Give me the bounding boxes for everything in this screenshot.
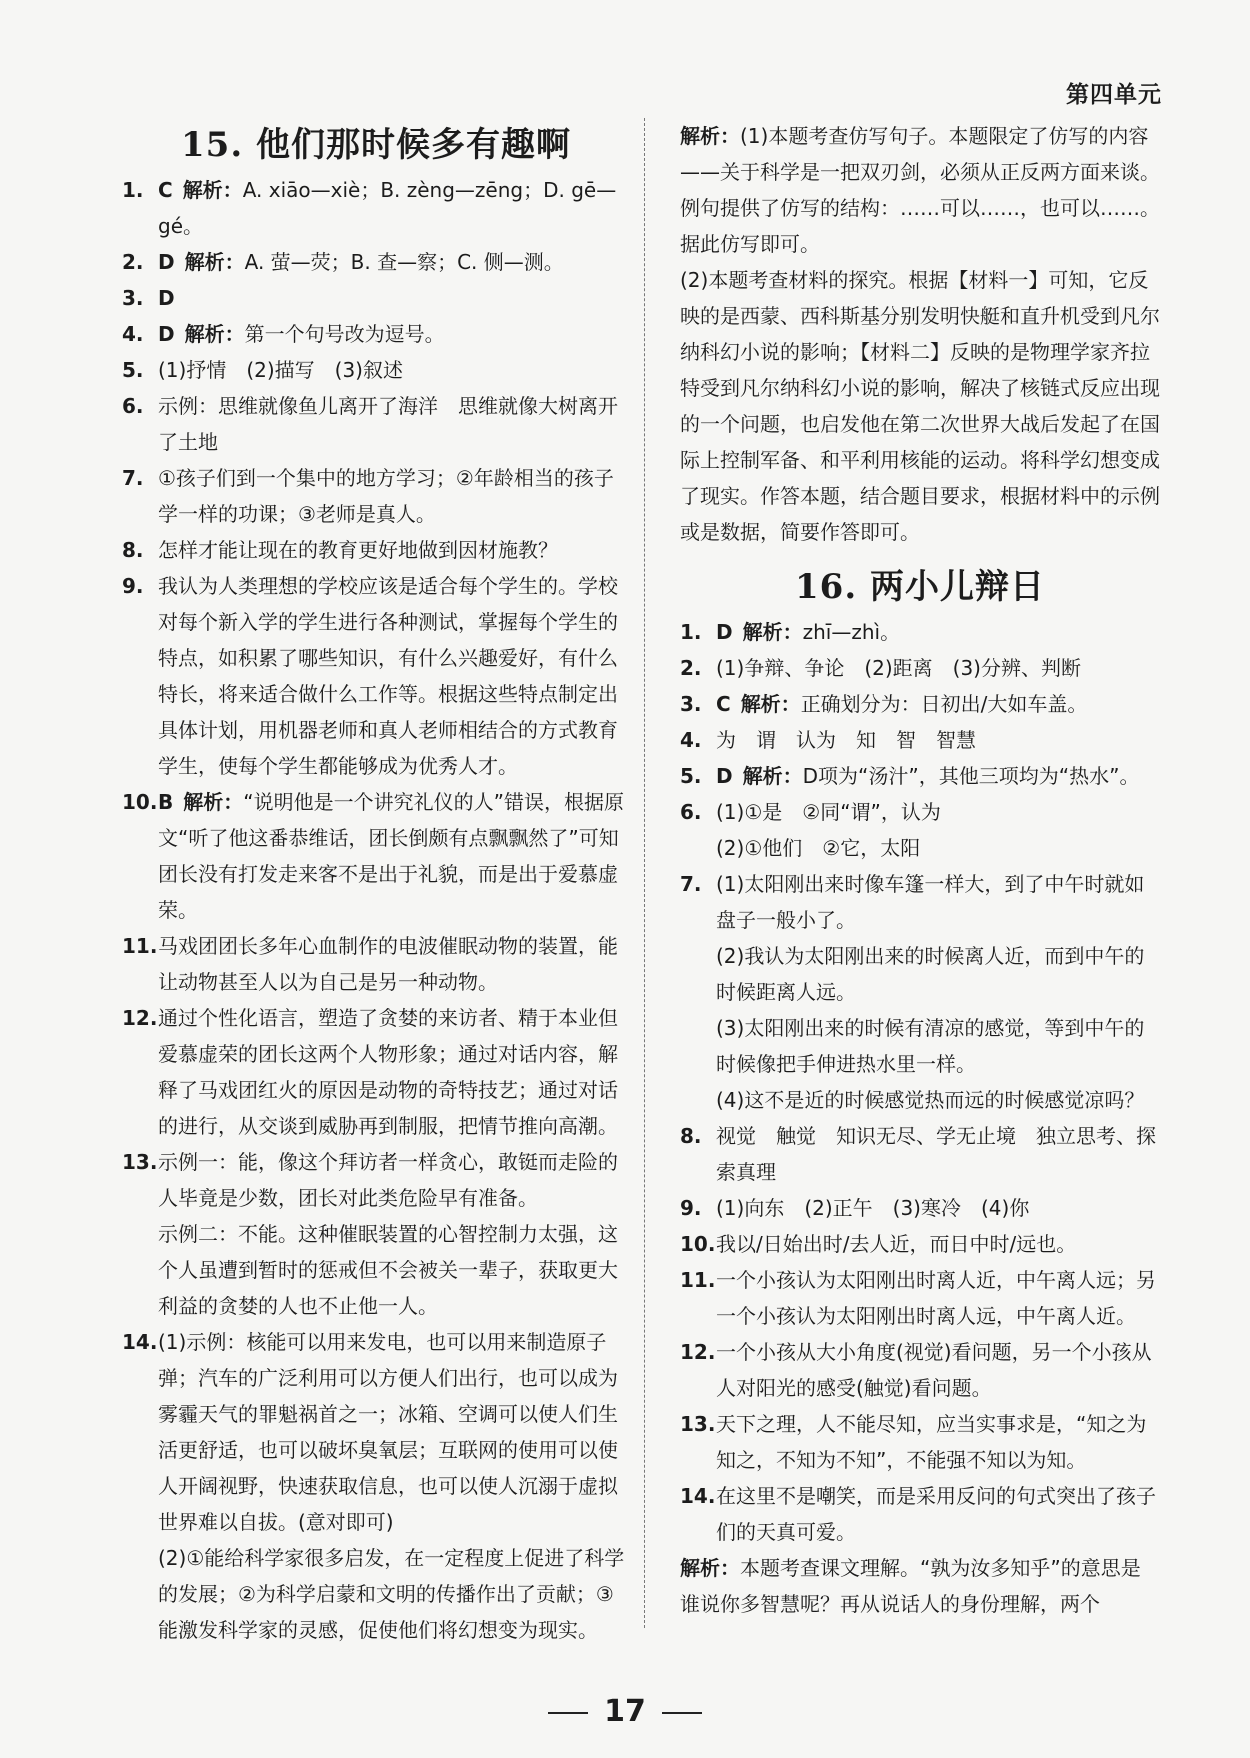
analysis-14-2: (2)本题考查材料的探究。根据【材料一】可知，它反映的是西蒙、西科斯基分别发明快艇和直升机受到凡尔纳科幻小说的影响；【材料二】反映的是物理学家齐拉特受到凡尔纳科幻小说的影响，解决了核链式反应出现的一个问题，也启发他在第二次世界大战后发起了在国际上控制军备、和平利用核能的运动。将科学幻想变成了现实。作答本题，结合题目要求，根据材料中的示例或是数据，简要作答即可。 [680,268,1160,544]
footer-dash-right [662,1712,702,1714]
answer-text: 示例：思维就像鱼儿离开了海洋 思维就像大树离开了土地 [158,394,618,454]
answer-item [122,388,630,460]
answer-7-part-2: (2)我认为太阳刚出来的时候离人近，而到中午的时候距离人远。 [716,944,1145,1004]
answer-number: 13. [680,1412,716,1436]
answer-text: 示例一：能，像这个拜访者一样贪心，敢铤而走险的人毕竟是少数，团长对此类危险早有准备。 [158,1150,618,1210]
page-footer [0,1694,1250,1729]
answer-text: 一个小孩从大小角度(视觉)看问题，另一个小孩从人对阳光的感受(触觉)看问题。 [716,1340,1152,1400]
answer-text: 怎样才能让现在的教育更好地做到因材施教？ [158,538,558,562]
final-analysis [680,1550,1160,1622]
answer-text: ①孩子们到一个集中的地方学习；②年龄相当的孩子学一样的功课；③老师是真人。 [158,466,614,526]
answer-number: 7. [122,466,144,490]
analysis-label: 解析： [740,692,801,716]
answer-number: 3. [122,286,144,310]
answer-number: 12. [122,1006,158,1030]
answer-number: 11. [122,934,158,958]
answer-number: 4. [122,322,144,346]
column-divider [644,118,645,1628]
lesson-16-title: 16. 两小儿辩日 [795,567,1045,607]
left-column [122,118,630,1648]
analysis-label: 解析： [742,764,803,788]
answer-number: 1. [122,178,144,202]
answer-choice: D [716,620,733,644]
answer-item [680,1226,1160,1262]
answer-item [680,1118,1160,1190]
answer-item [122,532,630,568]
answer-number: 7. [680,872,702,896]
answer-number: 5. [122,358,144,382]
lesson-16-answers [680,614,1160,794]
answer-text: (1)抒情 (2)描写 (3)叙述 [158,358,403,382]
answer-choice: C [716,692,731,716]
answer-number: 2. [680,656,702,680]
answer-text: 正确划分为：日初出/大如车盖。 [800,692,1088,716]
answer-number: 6. [122,394,144,418]
answer-choice: B [158,790,174,814]
answer-choice: C [158,178,173,202]
answer-text: zhī—zhì。 [802,620,901,644]
analysis-label: 解析： [184,250,245,274]
answer-item [680,722,1160,758]
answer-choice: D [158,250,175,274]
answer-item [122,244,630,280]
answer-number: 11. [680,1268,716,1292]
answer-number: 2. [122,250,144,274]
answer-number: 4. [680,728,702,752]
answer-choice: D [158,322,175,346]
answer-text: D项为“汤汁”，其他三项均为“热水”。 [802,764,1140,788]
answer-item [680,1262,1160,1334]
answer-number: 1. [680,620,702,644]
answer-text: 第一个句号改为逗号。 [244,322,445,346]
lesson-15-title: 15. 他们那时候多有趣啊 [181,125,571,165]
answer-item [122,172,630,244]
answer-6 [680,794,1160,830]
answer-number: 3. [680,692,702,716]
answer-number: 9. [680,1196,702,1220]
analysis-14-1-text: (1)本题考查仿写句子。本题限定了仿写的内容——关于科学是一把双刃剑，必须从正反两方面来谈。例句提供了仿写的结构：……可以……，也可以……。据此仿写即可。 [680,124,1160,256]
answer-number: 14. [122,1330,158,1354]
final-analysis-text: 本题考查课文理解。“孰为汝多知乎”的意思是谁说你多智慧呢？再从说话人的身份理解，两个 [680,1556,1141,1616]
analysis-label: 解析： [184,322,245,346]
answer-number: 5. [680,764,702,788]
answer-text: 一个小孩认为太阳刚出时离人近，中午离人远；另一个小孩认为太阳刚出时离人远，中午离人近。 [716,1268,1156,1328]
analysis-label: 解析： [680,124,740,148]
answer-item [122,1000,630,1144]
answer-6-part-1: (1)①是 ②同“谓”，认为 [716,800,941,824]
page-number: 17 [604,1694,646,1729]
answer-item [122,316,630,352]
answer-text: 我以/日始出时/去人近，而日中时/远也。 [716,1232,1077,1256]
answer-7-part-4: (4)这不是近的时候感觉热而远的时候感觉凉吗？ [716,1088,1145,1112]
unit-heading: 第四单元 [1066,82,1162,108]
analysis-14-1 [680,118,1160,262]
answer-number: 10. [122,790,158,814]
answer-text: A. xiāo—xiè；B. zèng—zēng；D. gē—gé。 [158,178,617,238]
answer-number: 10. [680,1232,716,1256]
answer-6-part-2: (2)①他们 ②它，太阳 [716,836,921,860]
answer-7-part-3: (3)太阳刚出来的时候有清凉的感觉，等到中午的时候像把手伸进热水里一样。 [716,1016,1145,1076]
answer-choice: D [716,764,733,788]
analysis-label: 解析： [742,620,803,644]
answer-item [680,1478,1160,1550]
answer-13-example-2: 示例二：不能。这种催眠装置的心智控制力太强，这个人虽遭到暂时的惩戒但不会被关一辈子，获取更大利益的贪婪的人也不止他一人。 [158,1222,618,1318]
answer-text: (1)争辩、争论 (2)距离 (3)分辨、判断 [716,656,1081,680]
analysis-label: 解析： [183,790,244,814]
answer-number: 9. [122,574,144,598]
footer-dash-left [548,1712,588,1714]
answer-14 [122,1324,630,1540]
analysis-label: 解析： [182,178,243,202]
answer-item [680,758,1160,794]
answer-14-part-1: (1)示例：核能可以用来发电，也可以用来制造原子弹；汽车的广泛利用可以方便人们出行，也可以成为雾霾天气的罪魁祸首之一；冰箱、空调可以使人们生活更舒适，也可以破坏臭氧层；互联网的使用可以使人开阔视野，快速获取信息，也可以使人沉溺于虚拟世界难以自拔。(意对即可) [158,1330,618,1534]
answer-text: 我认为人类理想的学校应该是适合每个学生的。学校对每个新入学的学生进行各种测试，掌握每个学生的特点，如积累了哪些知识，有什么兴趣爱好，有什么特长，将来适合做什么工作等。根据这些特点制定出具体计划，用机器老师和真人老师相结合的方式教育学生，使每个学生都能够成为优秀人才。 [158,574,618,778]
answer-7 [680,866,1160,938]
lesson-15-answers [122,172,630,1216]
answer-text: 通过个性化语言，塑造了贪婪的来访者、精于本业但爱慕虚荣的团长这两个人物形象；通过对话内容，解释了马戏团红火的原因是动物的奇特技艺；通过对话的进行，从交谈到威胁再到制服，把情节推向高潮。 [158,1006,618,1138]
analysis-label: 解析： [680,1556,740,1580]
answer-text: 为 谓 认为 知 智 智慧 [716,728,976,752]
answer-item [122,784,630,928]
answer-number: 8. [122,538,144,562]
answer-item [680,1190,1160,1226]
lesson-16-answers-continued [680,1118,1160,1550]
answer-item [122,568,630,784]
right-column [680,118,1160,1622]
answer-item [122,1144,630,1216]
answer-text: 马戏团团长多年心血制作的电波催眠动物的装置，能让动物甚至人以为自己是另一种动物。 [158,934,618,994]
answer-item [122,280,630,316]
answer-7-part-1: (1)太阳刚出来时像车篷一样大，到了中午时就如盘子一般小了。 [716,872,1145,932]
answer-text: (1)向东 (2)正午 (3)寒冷 (4)你 [716,1196,1030,1220]
answer-item [680,1406,1160,1478]
answer-number: 8. [680,1124,702,1148]
answer-number: 13. [122,1150,158,1174]
answer-item [680,686,1160,722]
answer-number: 6. [680,800,702,824]
answer-number: 14. [680,1484,716,1508]
answer-item [680,614,1160,650]
answer-choice: D [158,286,175,310]
answer-item [122,352,630,388]
answer-text: 视觉 触觉 知识无尽、学无止境 独立思考、探索真理 [716,1124,1156,1184]
answer-text: 天下之理，人不能尽知，应当实事求是，“知之为知之，不知为不知”，不能强不知以为知。 [716,1412,1147,1472]
answer-text: 在这里不是嘲笑，而是采用反问的句式突出了孩子们的天真可爱。 [716,1484,1156,1544]
answer-number: 12. [680,1340,716,1364]
answer-text: A. 萤—荧；B. 查—察；C. 侧—测。 [244,250,564,274]
answer-14-part-2: (2)①能给科学家很多启发，在一定程度上促进了科学的发展；②为科学启蒙和文明的传播作出了贡献；③能激发科学家的灵感，促使他们将幻想变为现实。 [158,1546,625,1642]
answer-item [680,1334,1160,1406]
answer-item [122,928,630,1000]
answer-item [122,460,630,532]
answer-text: “说明他是一个讲究礼仪的人”错误，根据原文“听了他这番恭维话，团长倒颇有点飘飘然了”可知团长没有打发走来客不是出于礼貌，而是出于爱慕虚荣。 [158,790,624,922]
answer-item [680,650,1160,686]
